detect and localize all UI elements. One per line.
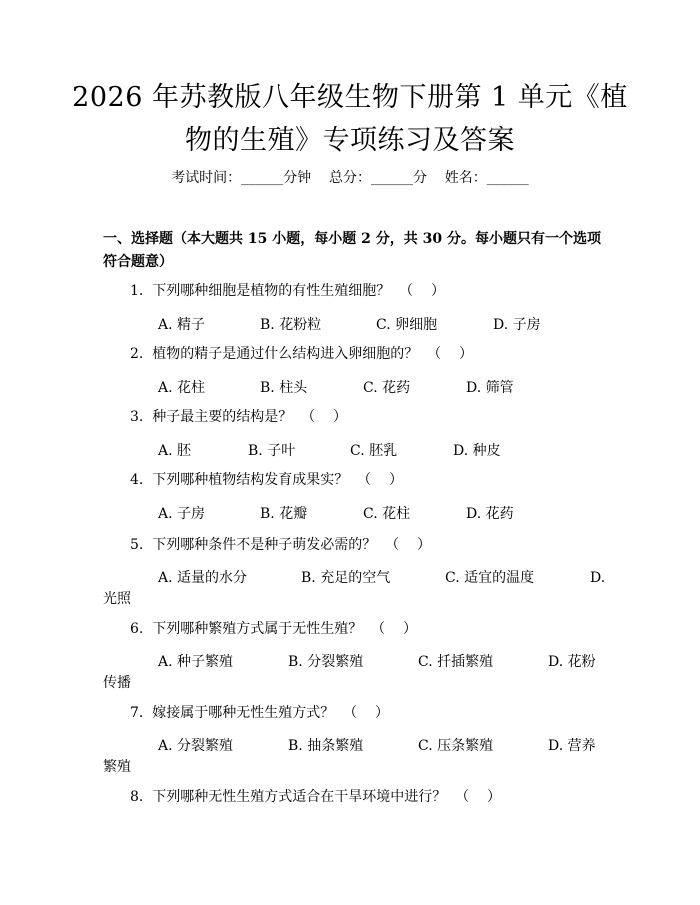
option-c: C. 压条繁殖: [418, 738, 494, 754]
option-d: D. 种皮: [453, 443, 501, 459]
option-d: D. 子房: [493, 317, 541, 333]
option-d: D. 营养: [548, 738, 596, 754]
question-stem-8: 8. 下列哪种无性生殖方式适合在干旱环境中进行？ （ ）: [130, 789, 501, 805]
title-line-2: 物的生殖》专项练习及答案: [185, 125, 515, 156]
option-c: C. 适宜的温度: [445, 570, 535, 586]
option-a: A. 分裂繁殖: [158, 738, 234, 754]
option-b: B. 充足的空气: [301, 570, 391, 586]
option-a: A. 种子繁殖: [158, 654, 234, 670]
option-c: C. 胚乳: [350, 443, 398, 459]
option-d-continuation: 传播: [103, 675, 131, 691]
option-c: C. 扦插繁殖: [418, 654, 494, 670]
option-c: C. 花药: [363, 380, 411, 396]
title-line-1: 2026 年苏教版八年级生物下册第 1 单元《植: [72, 82, 628, 113]
option-b: B. 分裂繁殖: [288, 654, 364, 670]
option-c: C. 花柱: [363, 506, 411, 522]
section-heading: 一、选择题（本大题共 15 小题，每小题 2 分，共 30 分。每小题只有一个选项符合题意）: [103, 231, 601, 270]
option-d: D. 筛管: [466, 380, 514, 396]
option-a: A. 精子: [158, 317, 206, 333]
option-a: A. 胚: [158, 443, 192, 459]
question-stem-7: 7. 嫁接属于哪种无性生殖方式？ （ ）: [130, 705, 389, 721]
option-b: B. 子叶: [248, 443, 296, 459]
question-stem-6: 6. 下列哪种繁殖方式属于无性生殖？ （ ）: [130, 621, 417, 637]
exam-info-line: 考试时间：______分钟 总分：______分 姓名：______: [171, 170, 529, 186]
option-b: B. 柱头: [260, 380, 308, 396]
document-title: [60, 76, 640, 162]
option-b: B. 花粉粒: [260, 317, 322, 333]
question-stem-4: 4. 下列哪种植物结构发育成果实？ （ ）: [130, 472, 403, 488]
option-a: A. 花柱: [158, 380, 206, 396]
question-stem-2: 2. 植物的精子是通过什么结构进入卵细胞的？ （ ）: [130, 346, 473, 362]
option-a: A. 子房: [158, 506, 206, 522]
question-stem-3: 3. 种子最主要的结构是？ （ ）: [130, 409, 347, 425]
option-d: D. 花药: [466, 506, 514, 522]
option-b: B. 抽条繁殖: [288, 738, 364, 754]
option-d-continuation: 光照: [103, 591, 131, 607]
question-stem-1: 1. 下列哪种细胞是植物的有性生殖细胞？ （ ）: [130, 283, 445, 299]
option-d-continuation: 繁殖: [103, 759, 131, 775]
option-a: A. 适量的水分: [158, 570, 248, 586]
question-stem-5: 5. 下列哪种条件不是种子萌发必需的？ （ ）: [130, 537, 431, 553]
option-d: D.: [590, 570, 606, 586]
option-b: B. 花瓣: [260, 506, 308, 522]
option-c: C. 卵细胞: [376, 317, 438, 333]
option-d: D. 花粉: [548, 654, 596, 670]
